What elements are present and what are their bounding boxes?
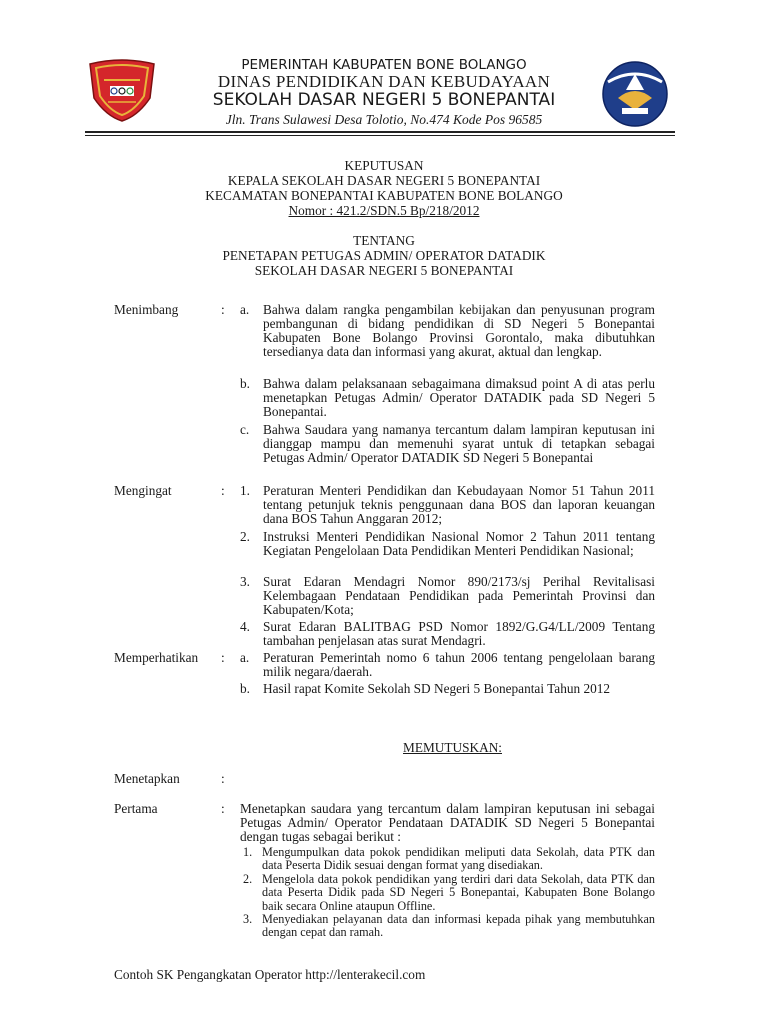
menetapkan-label: Menetapkan bbox=[114, 771, 180, 786]
decree-issuer: KEPALA SEKOLAH DASAR NEGERI 5 BONEPANTAI bbox=[227, 173, 541, 188]
letterhead-rule-thick bbox=[85, 131, 675, 133]
memperhatikan-marker-b: b. bbox=[240, 681, 250, 696]
menimbang-marker-b: b. bbox=[240, 376, 250, 391]
menimbang-item-c: Bahwa Saudara yang namanya tercantum dalam lampiran keputusan ini dianggap mampu dan memenuhi syarat untuk di tetapkan sebagai Petugas Admin/ Operator DATADIK SD Negeri 5 Bonepantai bbox=[263, 422, 655, 466]
mengingat-marker-4: 4. bbox=[240, 619, 250, 634]
pertama-item-3: Menyediakan pelayanan data dan informasi kepada pihak yang membutuhkan dengan cepat dan ramah. bbox=[262, 912, 655, 940]
mengingat-item-2: Instruksi Menteri Pendidikan Nasional Nomor 2 Tahun 2011 tentang Kegiatan Pengelolaan Data Pendidikan Menteri Pendidikan Nasional; bbox=[263, 529, 655, 559]
pertama-marker-2: 2. bbox=[243, 872, 253, 886]
memutuskan-heading: MEMUTUSKAN: bbox=[403, 740, 502, 755]
mengingat-label: Mengingat bbox=[114, 483, 172, 498]
footer-caption: Contoh SK Pengangkatan Operator http://lenterakecil.com bbox=[114, 967, 426, 982]
mengingat-marker-1: 1. bbox=[240, 483, 250, 498]
decree-number: Nomor : 421.2/SDN.5 Bp/218/2012 bbox=[288, 203, 480, 218]
menimbang-label: Menimbang bbox=[114, 302, 179, 317]
mengingat-item-3: Surat Edaran Mendagri Nomor 890/2173/sj Perihal Revitalisasi Kelembagaan Pendataan Pendidikan pada Pemerintah Provinsi dan Kabupaten/Kota; bbox=[263, 574, 655, 618]
letterhead-school: SEKOLAH DASAR NEGERI 5 BONEPANTAI bbox=[212, 90, 556, 110]
memperhatikan-marker-a: a. bbox=[240, 650, 250, 665]
tentang-heading: TENTANG bbox=[353, 233, 415, 248]
memperhatikan-item-a: Peraturan Pemerintah nomo 6 tahun 2006 tentang pengelolaan barang milik negara/daerah. bbox=[263, 650, 655, 680]
mengingat-item-1: Peraturan Menteri Pendidikan dan Kebudayaan Nomor 51 Tahun 2011 tentang petunjuk teknis penggunaan dana BOS dan laporan keuangan dana BOS Tahun Anggaran 2012; bbox=[263, 483, 655, 527]
mengingat-marker-3: 3. bbox=[240, 574, 250, 589]
memperhatikan-label: Memperhatikan bbox=[114, 650, 199, 665]
menetapkan-colon: : bbox=[221, 771, 225, 786]
decree-issuer-district: KECAMATAN BONEPANTAI KABUPATEN BONE BOLANGO bbox=[205, 188, 563, 203]
letterhead-address: Jln. Trans Sulawesi Desa Tolotio, No.474 Kode Pos 96585 bbox=[225, 112, 543, 127]
letterhead-rule-thin bbox=[85, 135, 675, 136]
decree-subject: PENETAPAN PETUGAS ADMIN/ OPERATOR DATADIK bbox=[222, 248, 546, 263]
letterhead-government: PEMERINTAH KABUPATEN BONE BOLANGO bbox=[241, 57, 527, 73]
menimbang-colon: : bbox=[221, 302, 225, 317]
pertama-item-2: Mengelola data pokok pendidikan yang terdiri dari data Sekolah, data PTK dan data Peserta Didik pada SD Negeri 5 Bonepantai, Kabupaten Bone Bolango baik secara Online ataupun Offline. bbox=[262, 872, 655, 913]
decree-subject-school: SEKOLAH DASAR NEGERI 5 BONEPANTAI bbox=[254, 263, 514, 278]
menimbang-marker-a: a. bbox=[240, 302, 250, 317]
menimbang-item-a: Bahwa dalam rangka pengambilan kebijakan dan penyusunan program pembangunan di bidang pendidikan di SD Negeri 5 Bonepantai Kabupaten Bone Bolango Provinsi Gorontalo, maka dibutuhkan tersedianya data dan informasi yang akurat, aktual dan lengkap. bbox=[263, 302, 655, 360]
mengingat-marker-2: 2. bbox=[240, 529, 250, 544]
letterhead-agency: DINAS PENDIDIKAN DAN KEBUDAYAAN bbox=[217, 72, 551, 91]
pertama-item-1: Mengumpulkan data pokok pendidikan meliputi data Sekolah, data PTK dan data Peserta Didik sesuai dengan format yang disediakan. bbox=[262, 845, 655, 873]
pertama-intro: Menetapkan saudara yang tercantum dalam lampiran keputusan ini sebagai Petugas Admin/ Operator Pendataan DATADIK SD Negeri 5 Bonepantai dengan tugas sebagai berikut : bbox=[240, 801, 655, 845]
menimbang-item-b: Bahwa dalam pelaksanaan sebagaimana dimaksud point A di atas perlu menetapkan Petugas Admin/ Operator DATADIK pada SD Negeri 5 Bonepantai. bbox=[263, 376, 655, 420]
mengingat-colon: : bbox=[221, 483, 225, 498]
memperhatikan-item-b: Hasil rapat Komite Sekolah SD Negeri 5 Bonepantai Tahun 2012 bbox=[263, 681, 611, 696]
decree-title: KEPUTUSAN bbox=[344, 158, 424, 173]
pertama-marker-3: 3. bbox=[243, 912, 253, 926]
pertama-colon: : bbox=[221, 801, 225, 816]
menimbang-marker-c: c. bbox=[240, 422, 250, 437]
memperhatikan-colon: : bbox=[221, 650, 225, 665]
mengingat-item-4: Surat Edaran BALITBAG PSD Nomor 1892/G.G4/LL/2009 Tentang tambahan penjelasan atas surat Mendagri. bbox=[263, 619, 655, 649]
pertama-label: Pertama bbox=[114, 801, 158, 816]
pertama-marker-1: 1. bbox=[243, 845, 253, 859]
